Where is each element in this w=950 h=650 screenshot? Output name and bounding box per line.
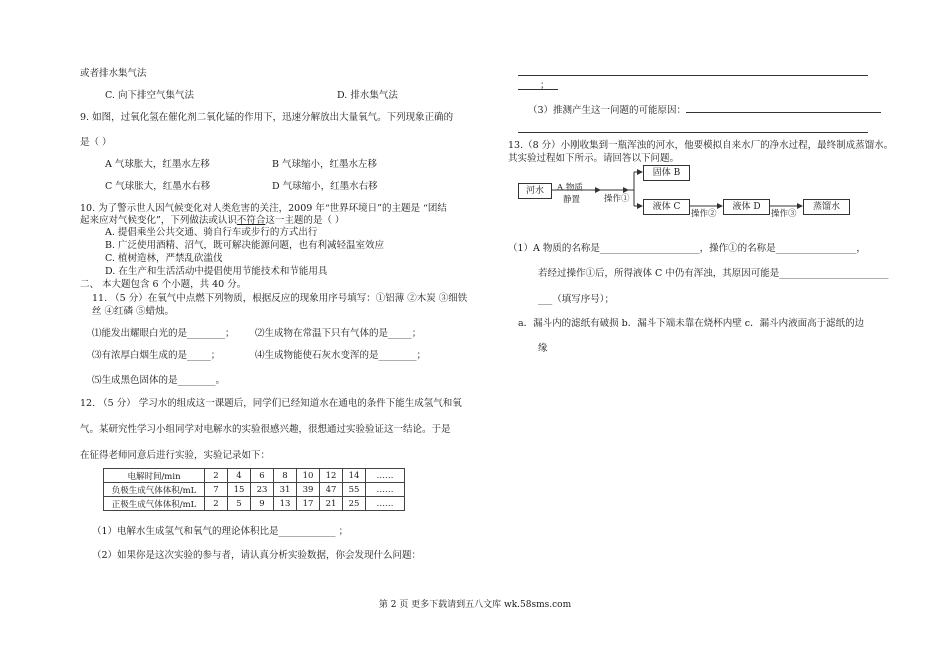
q10-underlined: 不符合 xyxy=(236,215,266,226)
question-13: 13.（8 分）小刚收集到一瓶浑浊的河水，他要模拟自来水厂的净水过程，最终制成蒸馏水。 xyxy=(508,140,894,151)
q11-item-3: ⑶有浓厚白烟生成的是_____； xyxy=(92,350,221,361)
q13-options: a．漏斗内的滤纸有破损 b．漏斗下端未靠在烧杯内壁 c．漏斗内液面高于滤纸的边 xyxy=(518,318,865,329)
question-12-line2: 气。某研究性学习小组同学对电解水的实验很感兴趣，很想通过实验验证这一结论。于是 xyxy=(80,424,451,435)
table-cell: 2 xyxy=(205,497,228,511)
box-liquid-d: 液体 D xyxy=(723,199,770,215)
label-add-a: A 物质 xyxy=(557,183,583,193)
answer-semicolon: ； xyxy=(540,80,550,92)
table-cell: 9 xyxy=(251,497,274,511)
page-footer: 第 2 页 更多下载请到五八文库 wk.58sms.com xyxy=(378,600,572,610)
table-cell: 31 xyxy=(274,483,297,497)
table-row xyxy=(104,483,405,497)
table-cell: 13 xyxy=(274,497,297,511)
table-cell: 7 xyxy=(205,483,228,497)
q12-sub-3-text: （3）推测产生这一问题的可能原因： xyxy=(528,105,687,116)
q12-sub-1: （1）电解水生成氢气和氧气的理论体积比是____________ ； xyxy=(92,526,349,537)
table-cell-more: …… xyxy=(366,483,405,497)
q10-text-post: 这一主题的是（ ） xyxy=(265,215,345,226)
q13-sub-1: （1）A 物质的名称是_____________________，操作①的名称是_________________， xyxy=(508,243,866,254)
question-12: 12. （5 分） 学习水的组成这一课题后，同学们已经知道水在通电的条件下能生成氢气和氧 xyxy=(80,398,462,409)
table-cell: 21 xyxy=(320,497,343,511)
q9-option-c: C 气球胀大，红墨水右移 xyxy=(105,181,211,192)
q11-item-2: ⑵生成物在常温下只有气体的是_____； xyxy=(255,328,422,339)
question-11-line2: 丝 ④红磷 ⑤蜡烛。 xyxy=(92,306,175,317)
text-line: 或者排水集气法 xyxy=(80,68,147,79)
table-cell: 15 xyxy=(228,483,251,497)
table-cell: 14 xyxy=(343,469,366,483)
table-row-label: 电解时间/min xyxy=(104,469,205,483)
table-cell: 47 xyxy=(320,483,343,497)
table-cell: 4 xyxy=(228,469,251,483)
table-cell: 25 xyxy=(343,497,366,511)
table-row-label: 正极生成气体体积/mL xyxy=(104,497,205,511)
q11-item-4: ⑷生成物能使石灰水变浑的是________； xyxy=(255,350,427,361)
table-cell: 39 xyxy=(297,483,320,497)
question-12-line3: 在征得老师同意后进行实验，实验记录如下： xyxy=(80,450,271,461)
question-13-line2: 其实验过程如下所示。请回答以下问题。 xyxy=(508,153,680,164)
q9-option-d: D 气球缩小，红墨水右移 xyxy=(272,181,378,192)
question-9-bracket: 是（ ） xyxy=(80,137,112,148)
table-cell: 6 xyxy=(251,469,274,483)
question-10: 10. 为了警示世人因气候变化对人类危害的关注，2009 年“世界环境日”的主题是 “团结 xyxy=(80,203,447,214)
q10-option-b: B. 广泛使用酒精、沼气，既可解决能源问题，也有利减轻温室效应 xyxy=(105,240,385,251)
box-liquid-c: 液体 C xyxy=(643,199,690,215)
box-solid-b: 固体 B xyxy=(643,165,690,181)
table-cell: 2 xyxy=(205,469,228,483)
table-row xyxy=(104,497,405,511)
table-cell: 12 xyxy=(320,469,343,483)
table-cell: 5 xyxy=(228,497,251,511)
q13-options-line2: 缘 xyxy=(538,343,548,354)
q10-option-a: A. 提倡乘坐公共交通、骑自行车或步行的方式出行 xyxy=(105,227,318,238)
table-cell: 17 xyxy=(297,497,320,511)
label-op1: 操作① xyxy=(604,194,630,204)
q12-sub-2: （2）如果你是这次实验的参与者，请认真分析实验数据，你会发现什么问题： xyxy=(92,550,422,561)
q9-option-a: A 气球胀大，红墨水左移 xyxy=(105,159,210,170)
q10-text-pre: 起来应对气候变化”，下列做法或认识 xyxy=(80,215,237,226)
label-settle: 静置 xyxy=(563,195,581,205)
question-11: 11. （5 分）在氧气中点燃下列物质，根据反应的现象用序号填写：①铝薄 ②木炭 ③细铁 xyxy=(92,293,468,304)
table-cell: 8 xyxy=(274,469,297,483)
q13-sub-1-line2: 若经过操作①后，所得液体 C 中仍有浑浊，其原因可能是_______________________ xyxy=(538,268,889,279)
q11-item-5: ⑸生成黑色固体的是________。 xyxy=(92,375,226,386)
box-river-water: 河水 xyxy=(518,183,552,199)
table-cell: 55 xyxy=(343,483,366,497)
label-op3: 操作③ xyxy=(771,209,797,219)
label-op2: 操作② xyxy=(691,209,717,219)
table-row xyxy=(104,469,405,483)
option-c: C. 向下排空气集气法 xyxy=(105,90,194,101)
experiment-table xyxy=(103,468,405,511)
q13-sub-1-line3: ___（填写序号）； xyxy=(538,294,615,305)
question-10-line2 xyxy=(80,215,344,227)
table-cell: 23 xyxy=(251,483,274,497)
question-9: 9. 如图，过氧化氢在催化剂二氧化锰的作用下，迅速分解放出大量氧气。下列现象正确的 xyxy=(80,112,454,123)
q9-option-b: B 气球缩小，红墨水左移 xyxy=(272,159,378,170)
q10-option-c: C. 植树造林，严禁乱砍滥伐 xyxy=(105,253,223,264)
section-2-heading: 二、 本大题包含 6 个小题，共 40 分。 xyxy=(80,279,247,290)
flowchart-arrows xyxy=(500,0,880,230)
table-row-label: 负极生成气体体积/mL xyxy=(104,483,205,497)
q11-item-1: ⑴能发出耀眼白光的是________； xyxy=(92,328,235,339)
table-cell-more: …… xyxy=(366,469,405,483)
box-distilled-water: 蒸馏水 xyxy=(803,199,850,215)
q10-option-d: D. 在生产和生活活动中提倡使用节能技术和节能用具 xyxy=(105,266,328,277)
table-cell-more: …… xyxy=(366,497,405,511)
table-cell: 10 xyxy=(297,469,320,483)
option-d: D. 排水集气法 xyxy=(337,90,398,101)
